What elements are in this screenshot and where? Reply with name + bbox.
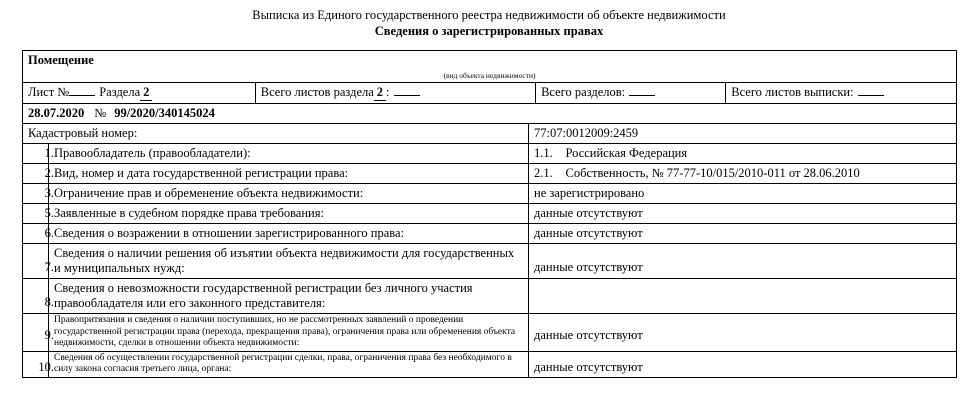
total-sheets-section: 2 (374, 85, 386, 101)
row-label-cell (49, 184, 529, 204)
row-value-cell (529, 224, 957, 244)
row-number: 8. (44, 295, 54, 309)
row-subnumber-cell (529, 164, 561, 184)
row-number: 6. (44, 226, 54, 240)
total-extract-sheets-cell (726, 83, 956, 103)
table-row (23, 314, 957, 352)
sheet-section-label: Раздела (99, 85, 141, 99)
row-number: 3. (44, 186, 54, 200)
row-label: Сведения о возражении в отношении зарегистрированного права: (54, 226, 405, 240)
row-number: 7. (44, 260, 54, 274)
row-label: Ограничение прав и обременение объекта недвижимости: (54, 186, 364, 200)
row-label: Правопритязания и сведения о наличии поступивших, но не рассмотренных заявлений о проведении государственной регистрации права (перехода, прекращения права), ограничения права или обременения объекта недвижимости, сделки в отношении объекта недвижимости: (54, 315, 516, 348)
doc-number-value: 99/2020/340145024 (114, 106, 215, 120)
row-label-cell (49, 244, 529, 279)
row-number-cell (23, 164, 54, 184)
row-number-cell (23, 224, 54, 244)
section-header-row (23, 51, 957, 71)
doc-date-number-cell (23, 104, 957, 124)
cadastral-label: Кадастровый номер: (28, 126, 138, 140)
row-value: Собственность, № 77-77-10/015/2010-011 от 28.06.2010 (565, 166, 860, 180)
doc-number-label: № (94, 106, 107, 120)
total-sheets-value (394, 95, 420, 96)
total-sheets-colon: : (386, 85, 390, 99)
row-subnumber: 2.1. (534, 166, 553, 180)
row-label-cell (49, 144, 529, 164)
total-sections-value (629, 95, 655, 96)
total-sections-label: Всего разделов: (541, 85, 626, 99)
sheet-number-value (69, 95, 95, 96)
row-number-cell (23, 204, 54, 224)
table-row (23, 204, 957, 224)
row-label-cell (49, 224, 529, 244)
object-type-note: (вид объекта недвижимости) (443, 71, 536, 80)
row-label: Сведения о невозможности государственной регистрации без личного участия правообладателя или его законного представителя: (54, 281, 473, 310)
sheet-section-value: 2 (140, 85, 152, 101)
row-number: 9. (44, 328, 54, 342)
table-row (23, 351, 957, 377)
total-sections-cell (536, 83, 726, 103)
object-type-note-cell (23, 70, 957, 83)
row-label-cell (49, 164, 529, 184)
table-row (23, 144, 957, 164)
row-label: Заявленные в судебном порядке права требования: (54, 206, 324, 220)
row-number: 2. (44, 166, 54, 180)
sheet-number-label: Лист № (28, 85, 70, 99)
doc-date: 28.07.2020 (28, 106, 85, 120)
total-sheets-label: Всего листов раздела (260, 85, 374, 99)
row-number: 10. (38, 359, 54, 374)
row-label-cell (49, 279, 529, 314)
row-label: Правообладатель (правообладатели): (54, 146, 251, 160)
section-header-cell (23, 51, 957, 71)
object-type-note-row (23, 70, 957, 83)
row-label-cell (49, 204, 529, 224)
row-value-cell (529, 279, 957, 314)
row-number-cell (23, 184, 54, 204)
cadastral-label-cell (23, 124, 529, 144)
table-row (23, 164, 957, 184)
table-row (23, 184, 957, 204)
total-extract-sheets-label: Всего листов выписки: (731, 85, 854, 99)
registered-rights-table (22, 50, 957, 378)
row-value-cell (529, 204, 957, 224)
row-value: Российская Федерация (565, 146, 688, 160)
row-value: данные отсутствуют (534, 359, 643, 374)
row-value: данные отсутствуют (534, 328, 643, 342)
row-label: Вид, номер и дата государственной регистрации права: (54, 166, 349, 180)
section-header-label: Помещение (28, 53, 94, 67)
row-number: 5. (44, 206, 54, 220)
row-value: данные отсутствуют (534, 226, 643, 240)
cadastral-value-cell (529, 124, 957, 144)
row-label-cell (49, 314, 529, 352)
row-value-cell (529, 314, 957, 352)
table-row (23, 224, 957, 244)
row-number-cell (23, 144, 54, 164)
row-value-cell (561, 164, 957, 184)
sheet-number-cell (23, 83, 255, 103)
row-label: Сведения о наличии решения об изъятии объекта недвижимости для государственных и муниципальных нужд: (54, 246, 515, 275)
row-value-cell (529, 184, 957, 204)
cadastral-number: 77:07:0012009:2459 (534, 126, 639, 140)
row-number-cell (23, 351, 54, 377)
row-subnumber-cell (529, 144, 561, 164)
document-subtitle: Сведения о зарегистрированных правах (374, 24, 604, 38)
document-title: Выписка из Единого государственного реестра недвижимости об объекте недвижимости (252, 8, 726, 22)
row-value: данные отсутствуют (534, 206, 643, 220)
row-value (529, 279, 956, 283)
row-value-cell (529, 351, 957, 377)
row-number-cell (23, 279, 54, 314)
row-number: 1. (44, 146, 54, 160)
total-sheets-cell (255, 83, 535, 103)
row-value-cell (529, 244, 957, 279)
row-value: не зарегистрировано (534, 186, 645, 200)
cadastral-row (23, 124, 957, 144)
sheet-counters-row (23, 83, 957, 104)
row-value: данные отсутствуют (534, 260, 643, 274)
row-label: Сведения об осуществлении государственной регистрации сделки, права, ограничения права без необходимого в силу закона согласия третьего лица, органа: (54, 352, 512, 374)
row-number-cell (23, 244, 54, 279)
row-number-cell (23, 314, 54, 352)
table-row (23, 244, 957, 279)
table-row (23, 279, 957, 314)
sheet-counters-cell (23, 83, 957, 104)
row-label-cell (49, 351, 529, 377)
total-extract-sheets-value (858, 95, 884, 96)
doc-date-number-row (23, 104, 957, 124)
row-value-cell (561, 144, 957, 164)
row-subnumber: 1.1. (534, 146, 553, 160)
